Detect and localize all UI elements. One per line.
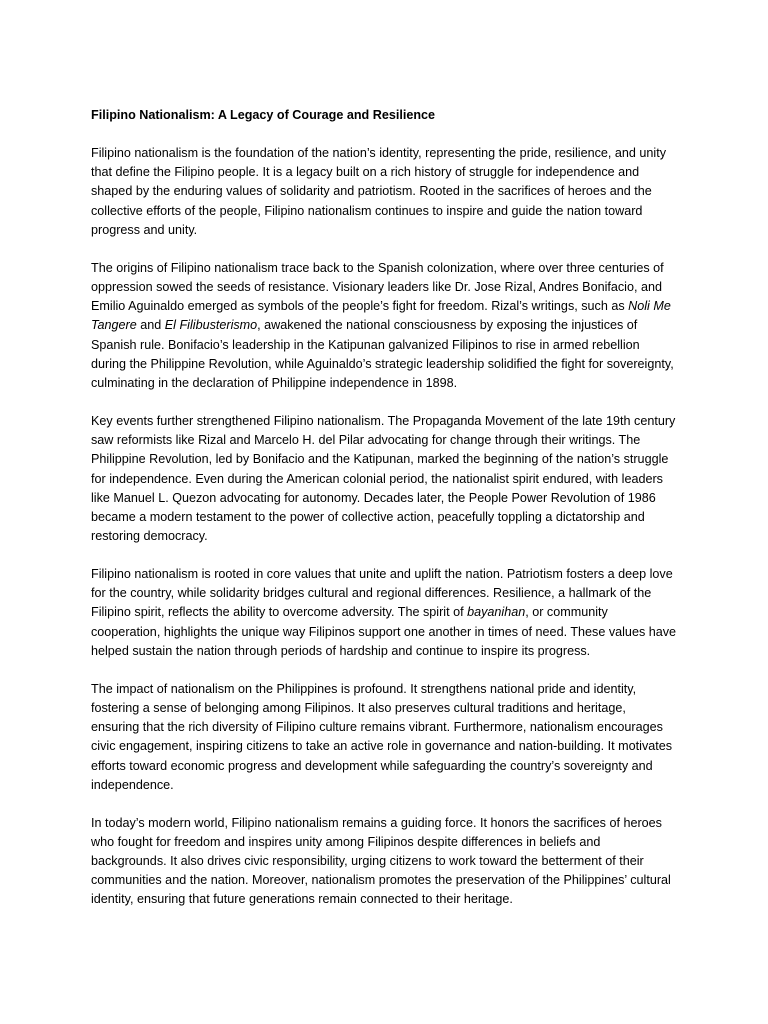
paragraph-text: , or community cooperation, highlights the unique way Filipinos support one another in times of need. These values have helped sustain the nation through periods of hardship and continue to inspire its progress. xyxy=(91,605,677,658)
paragraph-text: , awakened the national consciousness by exposing the injustices of Spanish rule. Bonifacio’s leadership in the Katipunan galvanized Filipinos to rise in armed rebellion during the Philippine Revolution, while Aguinaldo’s strategic leadership solidified the fight for sovereignty, culminating in the declaration of Philippine independence in 1898. xyxy=(91,318,674,390)
term-bayanihan: bayanihan xyxy=(467,605,526,620)
paragraph-text: In today’s modern world, Filipino nationalism remains a guiding force. It honors the sacrifices of heroes who fought for freedom and inspires unity among Filipinos despite differences in beliefs and backgrounds. It also drives civic responsibility, urging citizens to work toward the betterment of their communities and the nation. Moreover, nationalism promotes the preservation of the Philippines’ cultural identity, ensuring that future generations remain connected to their heritage. xyxy=(91,815,671,907)
paragraph-text: Key events further strengthened Filipino nationalism. The Propaganda Movement of the late 19th century saw reformists like Rizal and Marcelo H. del Pilar advocating for change through their writings. The Philippine Revolution, led by Bonifacio and the Katipunan, marked the beginning of the nation’s struggle for independence. Even during the American colonial period, the nationalist spirit endured, with leaders like Manuel L. Quezon advocating for autonomy. Decades later, the People Power Revolution of 1986 became a modern testament to the power of collective action, peacefully toppling a dictatorship and restoring democracy. xyxy=(91,414,676,543)
paragraph-text: Filipino nationalism is rooted in core values that unite and uplift the nation. Patriotism fosters a deep love for the country, while solidarity bridges cultural and regional differences. Resilience, a hallmark of the Filipino spirit, reflects the ability to overcome adversity. The spirit of xyxy=(91,567,673,620)
document-title: Filipino Nationalism: A Legacy of Courage and Resilience xyxy=(91,108,436,122)
paragraph-intro xyxy=(91,144,677,240)
paragraph-key-events xyxy=(91,412,677,546)
document-page xyxy=(91,106,677,929)
book-title-noli: Noli Me Tangere xyxy=(91,299,671,333)
book-title-fili: El Filibusterismo xyxy=(164,318,258,333)
paragraph-impact xyxy=(91,680,677,795)
paragraph-origins xyxy=(91,259,677,393)
paragraph-text: Filipino nationalism is the foundation of the nation’s identity, representing the pride, resilience, and unity that define the Filipino people. It is a legacy built on a rich history of struggle for independence and shaped by the enduring values of solidarity and patriotism. Rooted in the sacrifices of heroes and the collective efforts of the people, Filipino nationalism continues to inspire and guide the nation toward progress and unity. xyxy=(91,146,666,237)
paragraph-modern xyxy=(91,814,677,910)
paragraph-text: The origins of Filipino nationalism trace back to the Spanish colonization, where over three centuries of oppression sowed the seeds of resistance. Visionary leaders like Dr. Jose Rizal, Andres Bonifacio, and Emilio Aguinaldo emerged as symbols of the people’s fight for freedom. Rizal’s writings, such as xyxy=(91,260,664,314)
paragraph-text: and xyxy=(136,318,165,333)
paragraph-text: The impact of nationalism on the Philippines is profound. It strengthens national pride and identity, fostering a sense of belonging among Filipinos. It also preserves cultural traditions and heritage, ensuring that the rich diversity of Filipino culture remains vibrant. Furthermore, nationalism encourages civic engagement, inspiring citizens to take an active role in governance and nation-building. It motivates efforts toward economic progress and development while safeguarding the country’s sovereignty and independence. xyxy=(91,681,673,792)
paragraph-values xyxy=(91,565,677,661)
